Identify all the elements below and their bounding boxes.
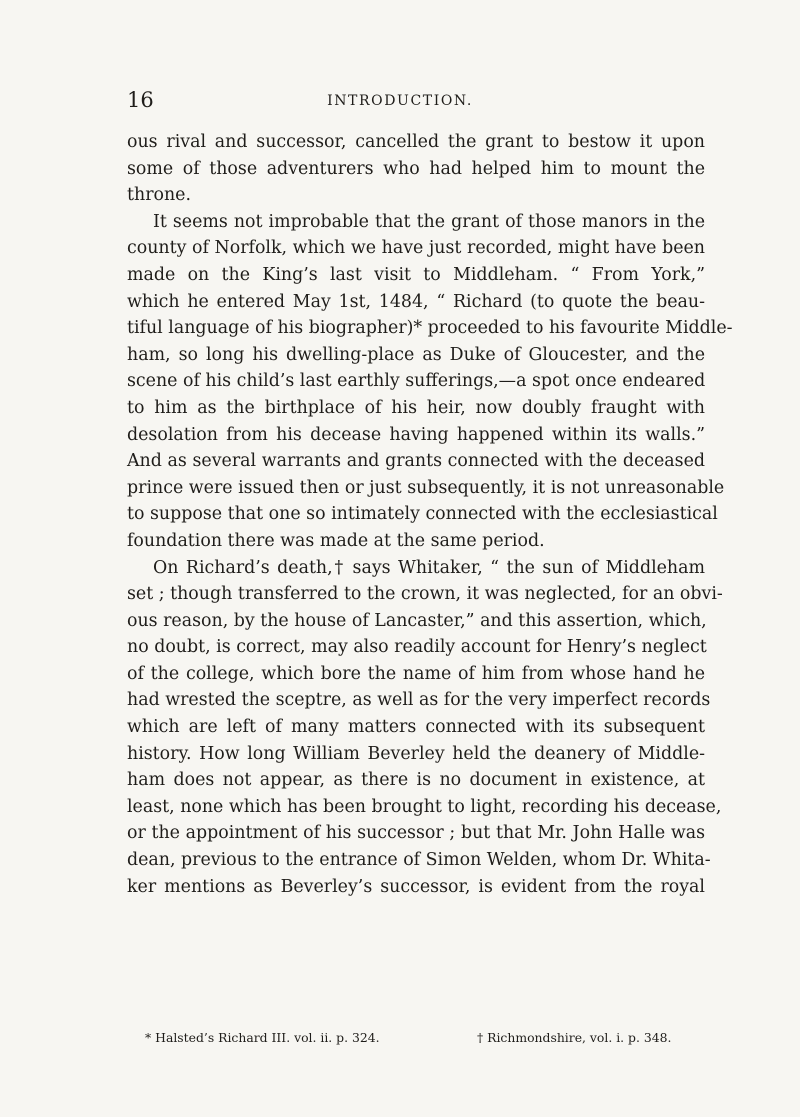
text-line: And as several warrants and grants connected with the deceased <box>127 451 705 472</box>
footnote-halsted: * Halsted’s Richard III. vol. ii. p. 324. <box>145 1030 380 1045</box>
text-line: ous reason, by the house of Lancaster,” and this assertion, which, <box>127 610 707 631</box>
text-line: to him as the birthplace of his heir, now doubly fraught with <box>127 397 705 418</box>
text-line: throne. <box>127 185 191 206</box>
text-line: scene of his child’s last earthly sufferings,—a spot once endeared <box>127 371 706 392</box>
text-line: On Richard’s death,† says Whitaker, “ the sun of Middleham <box>153 557 705 578</box>
text-line: county of Norfolk, which we have just recorded, might have been <box>127 238 705 259</box>
text-line: foundation there was made at the same period. <box>127 530 545 551</box>
text-line: tiful language of his biographer)* proceeded to his favourite Middle- <box>127 318 733 339</box>
body-text <box>127 129 733 900</box>
footnote-richmondshire: † Richmondshire, vol. i. p. 348. <box>477 1030 672 1045</box>
text-line: prince were issued then or just subsequently, it is not unreasonable <box>127 477 725 498</box>
text-line: least, none which has been brought to light, recording his decease, <box>127 796 722 817</box>
running-title: INTRODUCTION. <box>327 93 473 109</box>
text-line: history. How long William Beverley held the deanery of Middle- <box>127 743 705 764</box>
text-line: no doubt, is correct, may also readily account for Henry’s neglect <box>127 637 707 658</box>
text-line: ker mentions as Beverley’s successor, is evident from the royal <box>127 876 705 897</box>
text-line: desolation from his decease having happened within its walls.” <box>127 424 705 445</box>
text-line: made on the King’s last visit to Middleham. “ From York,” <box>127 264 705 285</box>
text-line: dean, previous to the entrance of Simon Welden, whom Dr. Whita- <box>127 850 711 871</box>
text-line: some of those adventurers who had helped him to mount the <box>127 158 705 179</box>
text-line: to suppose that one so intimately connected with the ecclesiastical <box>127 504 718 525</box>
text-line: or the appointment of his successor ; but that Mr. John Halle was <box>127 823 705 844</box>
text-line: set ; though transferred to the crown, it was neglected, for an obvi- <box>127 584 723 605</box>
page-number: 16 <box>127 88 154 112</box>
text-line: which he entered May 1st, 1484, “ Richard (to quote the beau- <box>127 291 705 312</box>
text-line: It seems not improbable that the grant of those manors in the <box>153 211 705 232</box>
text-line: of the college, which bore the name of him from whose hand he <box>127 663 705 684</box>
text-line: ham does not appear, as there is no document in existence, at <box>127 770 705 791</box>
text-line: ham, so long his dwelling-place as Duke of Gloucester, and the <box>127 344 705 365</box>
text-line: had wrested the sceptre, as well as for the very imperfect records <box>127 690 711 711</box>
text-line: ous rival and successor, cancelled the grant to bestow it upon <box>127 132 705 152</box>
text-line: which are left of many matters connected with its subsequent <box>127 717 705 738</box>
